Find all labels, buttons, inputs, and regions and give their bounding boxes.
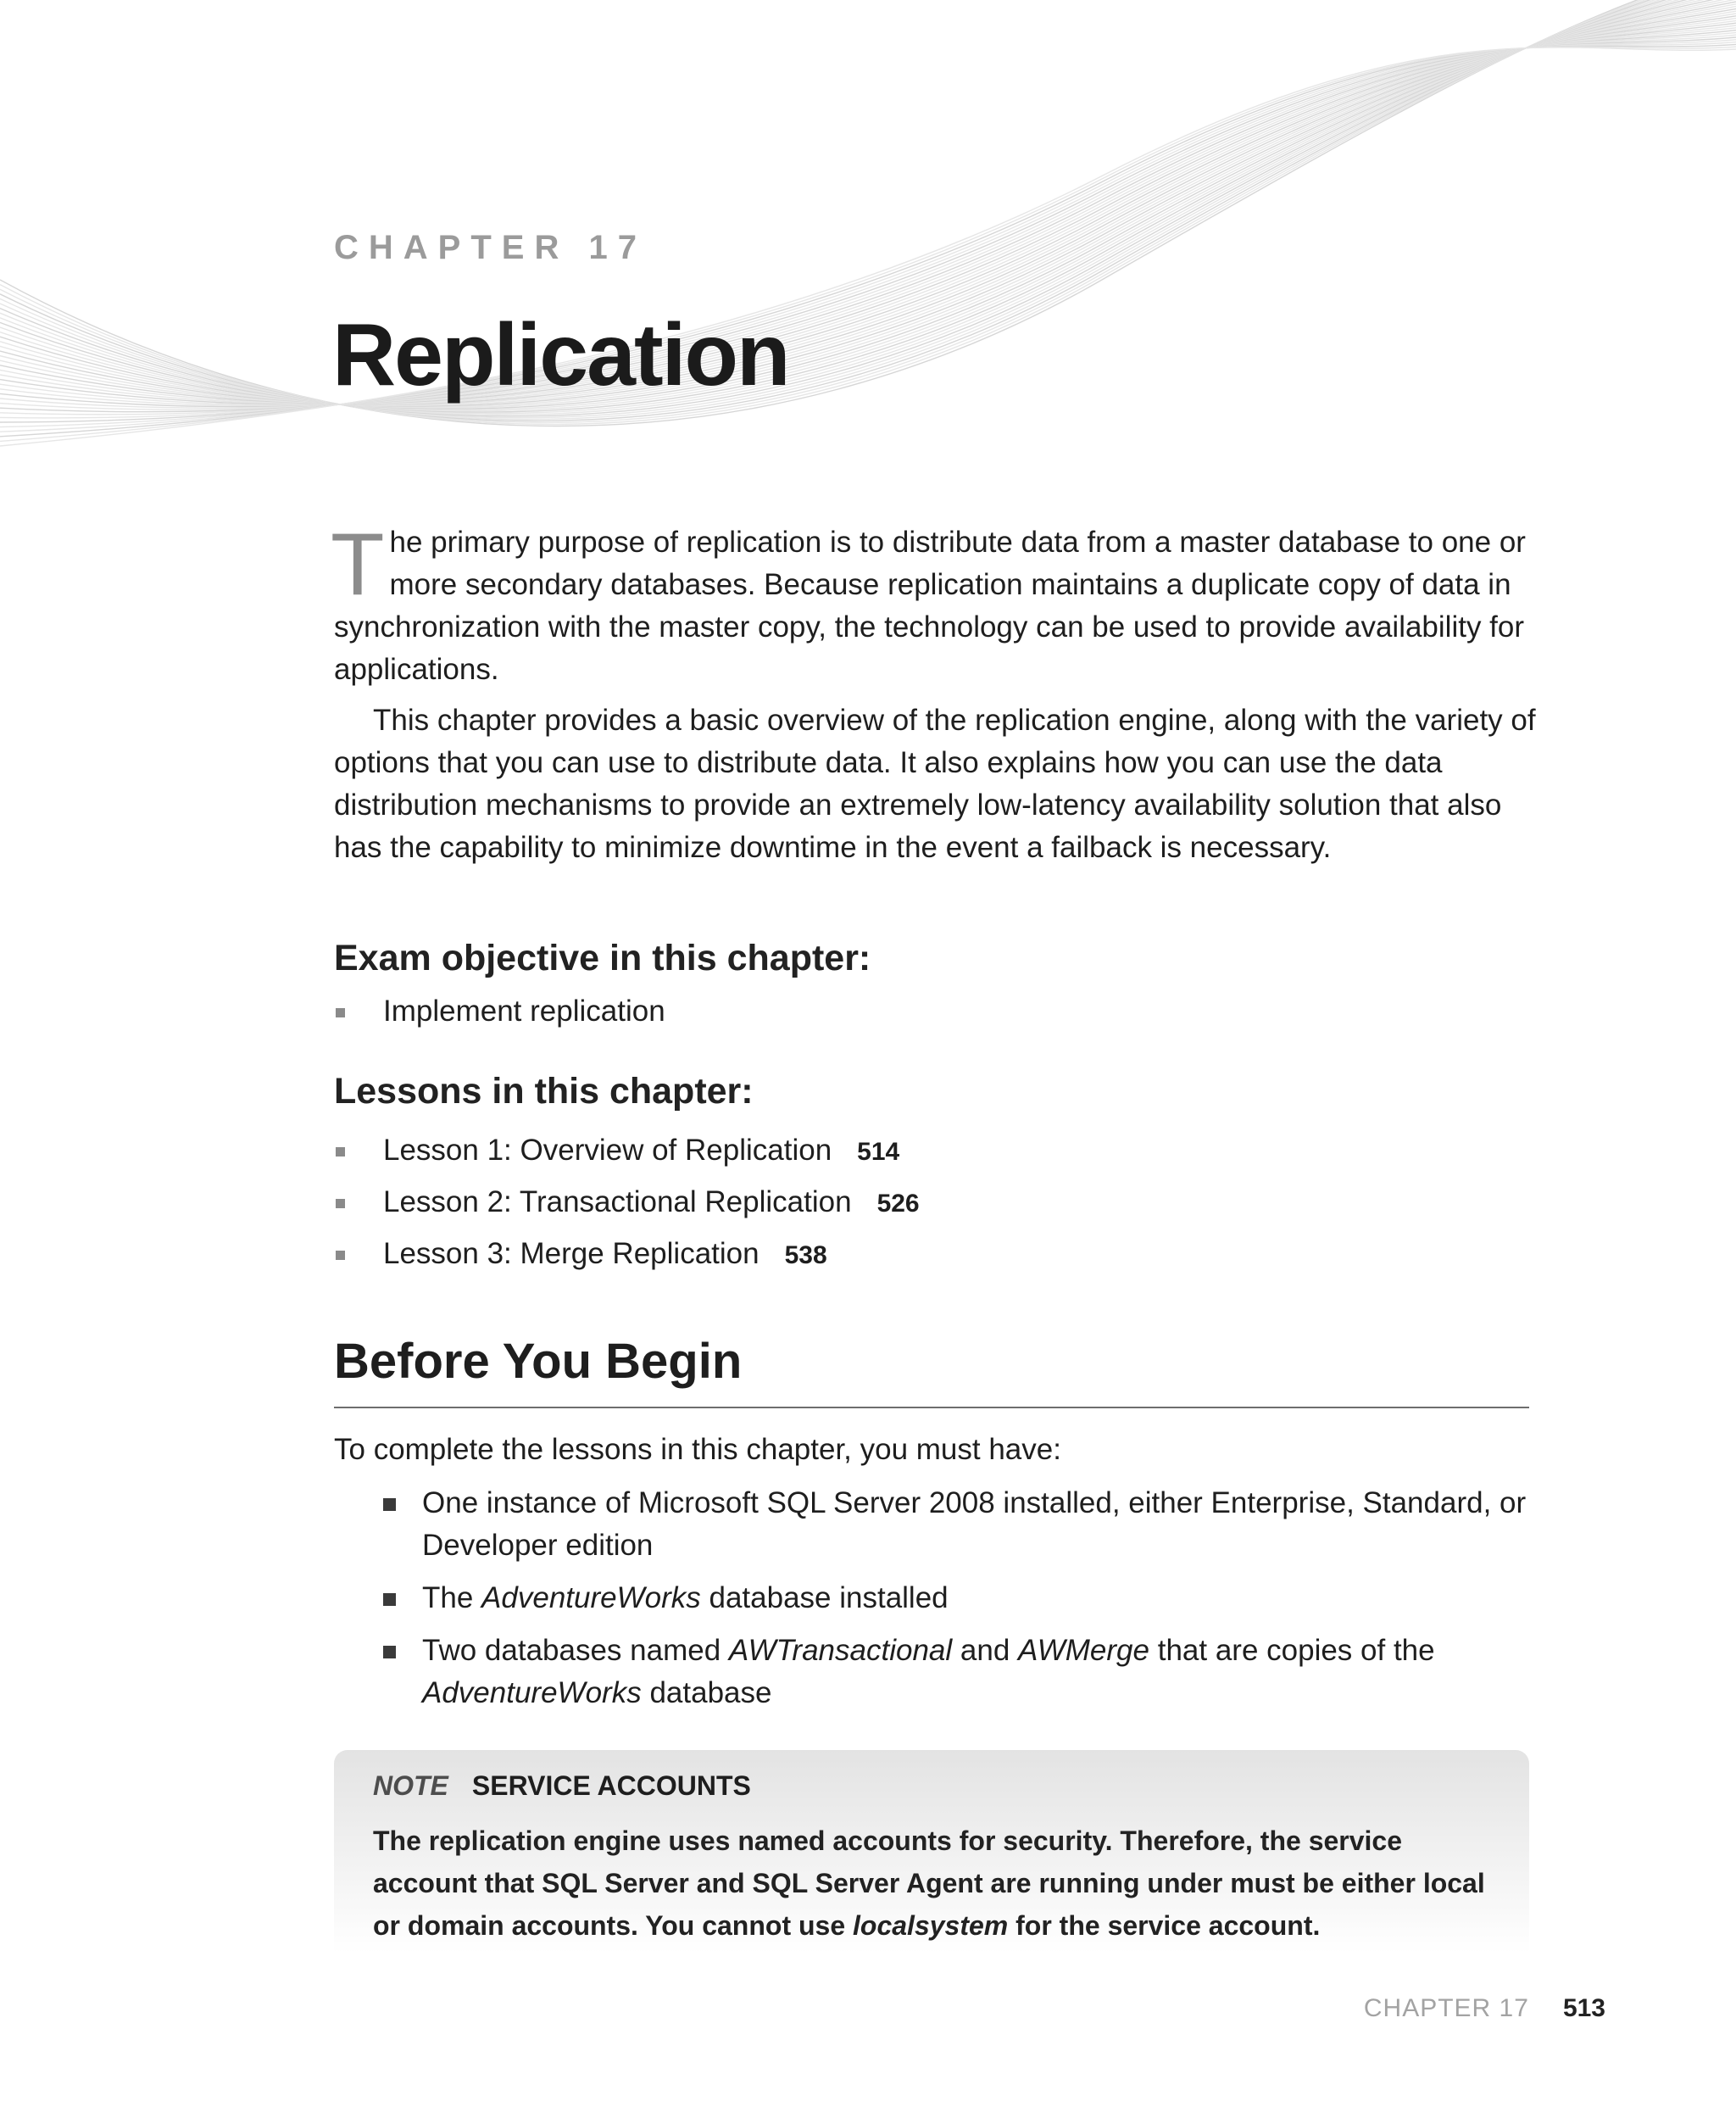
list-item (383, 1577, 1527, 1619)
wave-line (0, 47, 1736, 441)
bullet-square-icon (383, 1593, 396, 1606)
bullet-square-icon (336, 1251, 345, 1260)
lesson-page-number: 514 (857, 1138, 900, 1166)
requirements-list (383, 1482, 1527, 1725)
requirement-text: database (641, 1676, 772, 1709)
wave-line (0, 28, 1736, 410)
bullet-square-icon (336, 1199, 345, 1208)
exam-objective-text: Implement replication (383, 995, 665, 1028)
intro-paragraph-2: This chapter provides a basic overview of the replication engine, along with the variety of options that you can use to distribute data. It also explains how you can use the data distribution mechanisms to provide an extremely low-latency availability solution that also has the capability to minimize downtime in the event a failback is necessary. (334, 704, 1536, 864)
wave-line (0, 16, 1736, 404)
wave-line (0, 31, 1736, 412)
requirement-text: One instance of Microsoft SQL Server 2008 installed, either Enterprise, Standard, or Developer edition (422, 1486, 1527, 1562)
wave-line (0, 35, 1736, 418)
note-header (373, 1770, 751, 1802)
note-text: The replication engine uses named accounts for security. Therefore, the service account that SQL Server and SQL Server Agent are running under must be either local or domain accounts. You cannot use (373, 1825, 1485, 1941)
before-you-begin-heading: Before You Begin (334, 1334, 743, 1389)
list-item (383, 1482, 1527, 1567)
lesson-item[interactable] (334, 1181, 920, 1233)
page-footer (1364, 1994, 1605, 2023)
chapter-title: Replication (332, 306, 789, 404)
list-item (383, 1630, 1527, 1714)
bullet-square-icon (383, 1498, 396, 1511)
exam-objective-list (334, 990, 665, 1042)
note-tag: NOTE (373, 1770, 448, 1801)
intro-paragraph-1-text: he primary purpose of replication is to distribute data from a master database to one or more secondary databases. Because replication maintains a duplicate copy of data in synchronization with the master copy, the technology can be used to provide availability for applications. (334, 526, 1526, 686)
lesson-page-number: 526 (876, 1190, 920, 1218)
chapter-label: CHAPTER 17 (334, 229, 647, 266)
lesson-page-number: 538 (784, 1241, 827, 1269)
intro-section (331, 516, 1538, 869)
bullet-square-icon (383, 1646, 396, 1658)
database-name: AWTransactional (728, 1634, 953, 1667)
lesson-label: Lesson 3: Merge Replication (383, 1237, 760, 1270)
bullet-square-icon (336, 1147, 345, 1157)
exam-objective-heading: Exam objective in this chapter: (334, 938, 871, 978)
requirement-text: that are copies of the (1149, 1634, 1435, 1667)
lessons-list (334, 1129, 920, 1285)
lesson-item[interactable] (334, 1233, 920, 1285)
requirements-intro: To complete the lessons in this chapter, you must have: (334, 1433, 1061, 1466)
requirement-text: and (952, 1634, 1019, 1667)
decorative-wave-lines (0, 0, 1736, 543)
wave-line (0, 37, 1736, 422)
intro-paragraph-1 (331, 516, 1538, 691)
database-name: AWMerge (1018, 1634, 1149, 1667)
note-body (373, 1820, 1500, 1947)
note-box (334, 1750, 1529, 1954)
list-item (334, 990, 665, 1042)
heading-divider (334, 1407, 1529, 1408)
note-text: for the service account. (1008, 1910, 1321, 1941)
database-name: AdventureWorks (422, 1676, 642, 1709)
database-name: AdventureWorks (481, 1581, 701, 1614)
wave-line (0, 19, 1736, 405)
requirement-text: Two databases named (422, 1634, 729, 1667)
footer-chapter: CHAPTER 17 (1363, 1994, 1529, 2022)
lesson-item[interactable] (334, 1129, 920, 1181)
requirement-text: The (422, 1581, 482, 1614)
lesson-label: Lesson 2: Transactional Replication (383, 1185, 852, 1218)
requirement-text: database installed (700, 1581, 949, 1614)
lesson-label: Lesson 1: Overview of Replication (383, 1134, 832, 1167)
wave-line (0, 42, 1736, 432)
lessons-heading: Lessons in this chapter: (334, 1071, 754, 1112)
note-title: SERVICE ACCOUNTS (471, 1770, 751, 1801)
wave-line (0, 23, 1736, 406)
footer-page-number: 513 (1562, 1994, 1605, 2022)
drop-cap: T (331, 516, 385, 614)
note-emphasis: localsystem (853, 1910, 1009, 1941)
bullet-square-icon (336, 1008, 345, 1017)
